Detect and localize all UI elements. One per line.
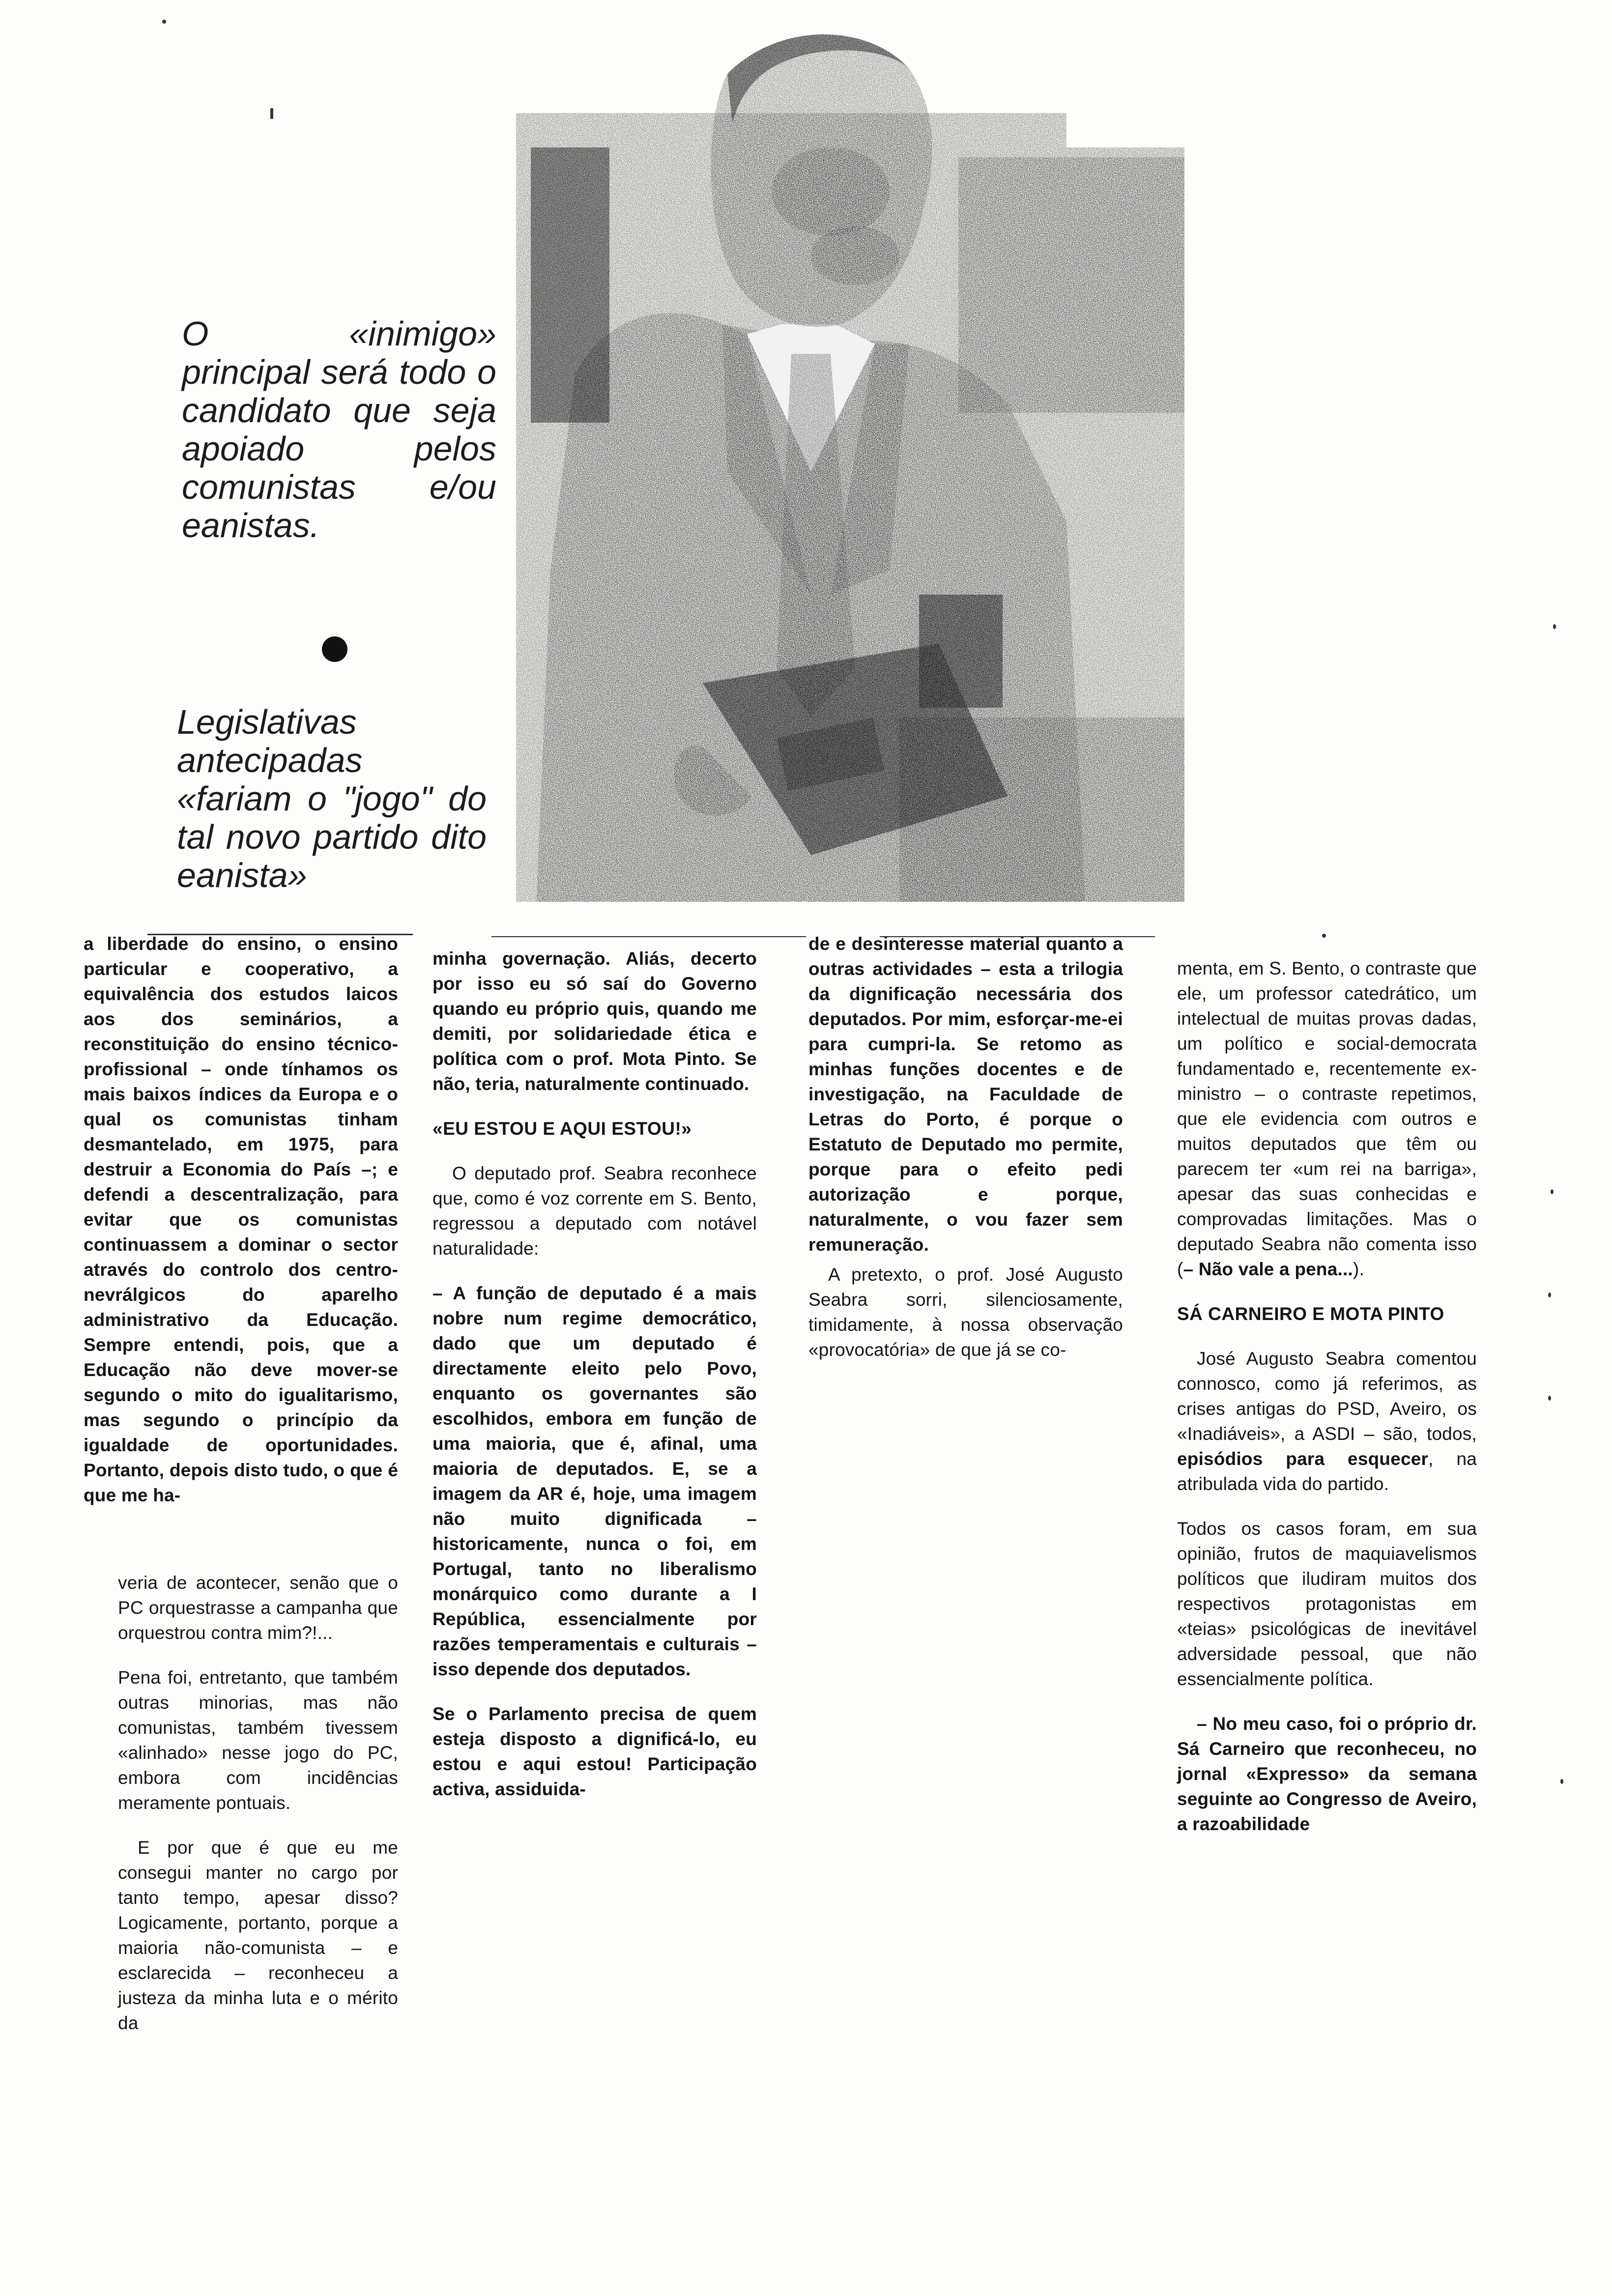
paragraph (118, 1570, 398, 1645)
paragraph (118, 1835, 398, 2036)
pull-quote-second: Legislativas antecipadas «fariam o "jogo" do tal novo partido dito eanista» (177, 703, 487, 894)
paragraph (808, 1262, 1123, 1362)
paragraph (1177, 1711, 1477, 1837)
paragraph-text: – A função de deputado é a mais nobre num regime democrático, dado que um deputado é directamente eleito pelo Povo, enquanto os governantes são escolhidos, embora em função de uma maioria, que é, afinal, uma maioria de deputados. E, se a imagem da AR é, hoje, uma imagem não muito dignificada – historicamente, nunca o foi, em Portugal, tanto no liberalismo monárquico como durante a I República, essencialmente por razões temperamentais e culturais – isso depende dos deputados. (432, 1283, 757, 1679)
scan-speck (1551, 1189, 1554, 1194)
paragraph-text: de e desinteresse material quanto a outras actividades – esta a trilogia da dignificação necessária dos deputados. Por mim, esforçar-me-ei para cumpri-la. Se retomo as minhas funções docentes e de investigação, na Faculdade de Letras do Porto, é porque o Estatuto de Deputado mo permite, porque para o efeito pedi autorização e porque, naturalmente, o vou fazer sem remuneração. (808, 934, 1123, 1255)
paragraph-text: – No meu caso, foi o próprio dr. Sá Carneiro que reconheceu, no jornal «Expresso» da semana seguinte ao Congresso de Aveiro, a razoabilidade (1177, 1714, 1477, 1834)
paragraph (1177, 1346, 1477, 1496)
paragraph-text: Pena foi, entretanto, que também outras minorias, mas não comunistas, também tivessem «alinhado» nesse jogo do PC, embora com incidências meramente pontuais. (118, 1667, 398, 1813)
paragraph-text: veria de acontecer, senão que o PC orquestrasse a campanha que orquestrou contra mim?!... (118, 1573, 398, 1643)
paragraph (432, 1161, 757, 1261)
bullet-dot-icon (322, 636, 347, 662)
scan-speck (1322, 934, 1326, 938)
paragraph (1177, 956, 1477, 1282)
paragraph-text: menta, em S. Bento, o contraste que ele, um professor catedrático, um intelectual de muitas provas dadas, um político e social-democrata fundamentado e, recentemente ex-ministro – o contraste repetimos, que ele evidencia com outros e muitos deputados que têm ou parecem ter «um rei na barriga», apesar das suas conhecidas e comprovadas limitações. Mas o deputado Seabra não comenta isso ( (1177, 958, 1477, 1279)
paragraph-text: E por que é que eu me consegui manter no cargo por tanto tempo, apesar disso? Logicamente, portanto, porque a maioria não-comunista – e esclarecida – reconheceu a justeza da minha luta e o mérito da (118, 1837, 398, 2033)
section-heading: SÁ CARNEIRO E MOTA PINTO (1177, 1304, 1444, 1324)
paragraph-text: minha governação. Aliás, decerto por isso eu só saí do Governo quando eu próprio quis, quando me demiti, por solidariedade ética e política com o prof. Mota Pinto. Se não, teria, naturalmente continuado. (432, 948, 757, 1094)
article-column-1 (84, 931, 398, 1527)
paragraph-text: Se o Parlamento precisa de quem esteja disposto a dignificá-lo, eu estou e aqui estou! Participação activa, assiduida- (432, 1704, 757, 1799)
paragraph (1177, 1516, 1477, 1692)
paragraph-text: a liberdade do ensino, o ensino particular e cooperativo, a equivalência dos estudos laicos aos dos seminários, a reconstituição do ensino técnico-profissional – onde tínhamos os mais baixos índices da Europa e o qual os comunistas tinham desmantelado, em 1975, para destruir a Economia do País –; e defendi a descentralização, para evitar que os comunistas continuassem a dominar o sector através do controlo dos centro-nevrálgicos do aparelho administrativo da Educação. Sempre entendi, pois, que a Educação não deve mover-se segundo o mito do igualitarismo, mas segundo o princípio da igualdade de oportunidades. Portanto, depois disto tudo, o que é que me ha- (84, 934, 398, 1505)
scan-speck (162, 20, 166, 24)
paragraph-text: José Augusto Seabra comentou connosco, como já referimos, as crises antigas do PSD, Aveiro, os «Inadiáveis», a ASDI – são, todos, (1177, 1349, 1477, 1444)
scan-speck (1553, 624, 1556, 629)
paragraph (432, 1281, 757, 1682)
paragraph-text: O deputado prof. Seabra reconhece que, como é voz corrente em S. Bento, regressou a deputado com notável naturalidade: (432, 1163, 757, 1259)
paragraph-text: ). (1353, 1259, 1364, 1279)
paragraph-text-bold: episódios para esquecer (1177, 1449, 1429, 1469)
scan-speck (1548, 1292, 1551, 1297)
scan-speck (270, 108, 273, 119)
paragraph (432, 1701, 757, 1802)
scan-speck (1560, 1779, 1563, 1784)
photo-illustration (516, 29, 1184, 919)
paragraph-text: , na atribulada vida do partido. (1177, 1449, 1477, 1494)
paragraph-text: A pretexto, o prof. José Augusto Seabra sorri, silenciosamente, timidamente, à nossa observação «provocatória» de que já se co- (808, 1264, 1123, 1360)
paragraph-text-bold: – Não vale a pena... (1183, 1259, 1353, 1279)
section-heading: «EU ESTOU E AQUI ESTOU!» (432, 1119, 692, 1139)
paragraph (84, 931, 398, 1508)
article-column-1-continued (118, 1570, 398, 2055)
paragraph-text: Todos os casos foram, em sua opinião, frutos de maquiavelismos políticos que iludiram muitos dos respectivos protagonistas em «teias» psicológicas de inevitável adversidade pessoal, que não essencialmente política. (1177, 1519, 1477, 1689)
article-column-2 (432, 946, 757, 1821)
article-column-4 (1177, 956, 1477, 1856)
article-column-3 (808, 931, 1123, 1382)
portrait-photo (516, 29, 1184, 919)
column-rule-middle (491, 936, 806, 937)
pull-quote-first: O «inimigo» principal será todo o candidato que seja apoiado pelos comunistas e/ou eanistas. (182, 315, 496, 545)
paragraph (118, 1665, 398, 1815)
scan-speck (1548, 1396, 1551, 1401)
paragraph (432, 946, 757, 1096)
paragraph (808, 931, 1123, 1257)
